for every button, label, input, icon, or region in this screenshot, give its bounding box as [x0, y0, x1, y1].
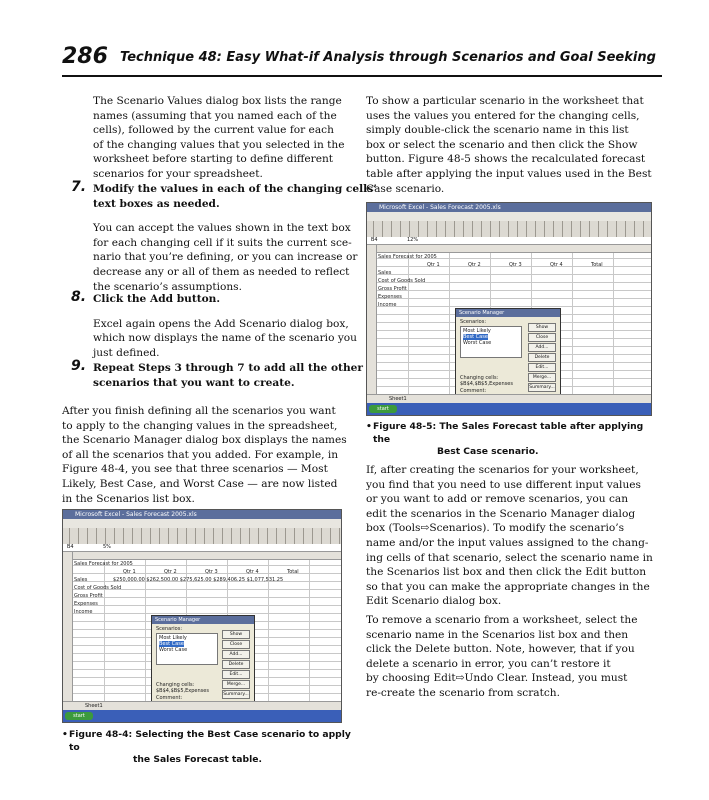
- text-line: Likely, Best Case, and Worst Case — are now listed: [62, 477, 338, 490]
- add-button[interactable]: Add...: [222, 650, 250, 659]
- show-button[interactable]: Show: [528, 323, 556, 332]
- figure-48-5-caption: • Figure 48-5: The Sales Forecast table after applying the Best Case scenario.: [366, 421, 644, 457]
- text-line: To show a particular scenario in the worksheet that: [366, 95, 644, 107]
- edit-button[interactable]: Edit...: [222, 670, 250, 679]
- sheet-tabs: Sheet1: [63, 701, 341, 710]
- text-line: Excel again opens the Add Scenario dialog box,: [93, 317, 349, 330]
- close-button[interactable]: Close: [222, 640, 250, 649]
- right-paragraph-3: [366, 613, 664, 701]
- text-line: button. Figure 48-5 shows the recalculated forecast: [366, 153, 646, 166]
- scenario-manager-dialog: Scenario Manager Scenarios: Most Likely Best Case Worst Case Show Close Add... Delete Edit... Merge... Summary... Changing cells: $B$4,$B$5,Expenses Comment:: [455, 308, 561, 402]
- show-button[interactable]: Show: [222, 630, 250, 639]
- toolbar: [63, 528, 341, 544]
- text-line: scenario name in the Scenarios list box and then: [366, 628, 629, 641]
- delete-button[interactable]: Delete: [222, 660, 250, 669]
- text-line: of the changing values that you selected in the: [93, 138, 345, 151]
- formula-bar: B4 5%: [63, 544, 341, 552]
- text-line: table after applying the input values used in the Best: [366, 167, 652, 180]
- sheet-title: Sales Forecast for 2005: [378, 254, 437, 260]
- scenario-manager-dialog: Scenario Manager Scenarios: Most Likely Best Case Worst Case Show Close Add... Delete Edit... Merge... Summary... Changing cells: $B$4,$B$5,Expenses Comment:: [151, 615, 255, 709]
- scenario-item[interactable]: Most Likely: [463, 328, 491, 334]
- window-titlebar: Microsoft Excel - Sales Forecast 2005.xls: [63, 510, 341, 519]
- scenario-item-selected[interactable]: Best Case: [159, 641, 184, 647]
- text-line: for each changing cell if it suits the current sce-: [93, 236, 352, 249]
- text-line: simply double-click the scenario name in this list: [366, 124, 629, 137]
- text-line: box (Tools⇨Scenarios). To modify the scenario’s: [366, 522, 625, 535]
- summary-button[interactable]: Summary...: [529, 385, 555, 390]
- text-line: the scenario’s assumptions.: [93, 280, 242, 293]
- add-button[interactable]: Add...: [528, 343, 556, 352]
- step-number: 8.: [71, 289, 87, 305]
- step-7: [71, 179, 378, 294]
- text-line: ing cells of that scenario, select the scenario name in: [366, 551, 653, 564]
- worksheet-grid: Sales Forecast for 2005 Qtr 1 Qtr 2 Qtr 3 Qtr 4 Total Sales Cost of Goods Sold Gross Profit Expenses Income Scenario Manager Scenarios: Most Likely Best Case Worst Case Show Close Add... Delete Edit... Merge... Summary... Changing cells: $B$4,$B$5,Expenses Comment:: [367, 245, 651, 395]
- text-line: uses the values you entered for the changing cells,: [366, 109, 640, 122]
- step-heading: text boxes as needed.: [93, 197, 220, 210]
- scenarios-listbox[interactable]: [460, 326, 522, 358]
- text-line: nario that you’re defining, or you can increase or: [93, 251, 358, 264]
- step-number: 9.: [71, 358, 87, 374]
- scenarios-listbox[interactable]: [156, 633, 218, 665]
- text-line: which now displays the name of the scenario you: [93, 332, 358, 345]
- menu-bar: [367, 212, 651, 221]
- text-line: box or select the scenario and then click the Show: [366, 138, 638, 151]
- chapter-title: Technique 48: Easy What-if Analysis through Scenarios and Goal Seeking: [120, 50, 656, 65]
- text-line: worksheet before starting to define different: [93, 153, 334, 166]
- step-heading: Modify the values in each of the changing cells’: [93, 183, 377, 195]
- step-9: [71, 358, 378, 390]
- figure-48-4-caption: • Figure 48-4: Selecting the Best Case scenario to apply to the Sales Forecast table.: [62, 729, 351, 765]
- scenario-item[interactable]: Worst Case: [463, 340, 492, 346]
- summary-button[interactable]: Summary...: [223, 692, 249, 697]
- text-line: The Scenario Values dialog box lists the range: [93, 95, 342, 107]
- taskbar: start: [367, 403, 651, 415]
- right-paragraph-2: [366, 463, 664, 609]
- text-line: the Scenario Manager dialog box displays the names: [62, 434, 347, 447]
- scenario-item[interactable]: Most Likely: [159, 635, 187, 641]
- text-line: cells), followed by the current value for each: [93, 124, 334, 137]
- taskbar: start: [63, 710, 341, 722]
- menu-bar: [63, 519, 341, 528]
- intro-paragraph: [93, 94, 373, 182]
- text-line: names (assuming that you named each of the: [93, 109, 337, 122]
- text-line: click the Delete button. Note, however, that if you: [366, 643, 635, 656]
- text-line: Edit Scenario dialog box.: [366, 595, 502, 608]
- step-8: [71, 289, 378, 360]
- text-line: the Scenarios list box and then click the Edit button: [366, 566, 647, 579]
- toolbar: [367, 221, 651, 237]
- text-line: decrease any or all of them as needed to reflect: [93, 265, 350, 278]
- text-line: of all the scenarios that you added. For example, in: [62, 448, 339, 461]
- running-header: [62, 44, 662, 70]
- window-titlebar: Microsoft Excel - Sales Forecast 2005.xls: [367, 203, 651, 212]
- text-line: or you want to add or remove scenarios, you can: [366, 493, 629, 506]
- text-line: If, after creating the scenarios for your worksheet,: [366, 464, 639, 476]
- header-rule: [62, 75, 662, 77]
- text-line: so that you can make the appropriate changes in the: [366, 580, 650, 593]
- text-line: You can accept the values shown in the text box: [93, 222, 351, 235]
- scenario-item[interactable]: Worst Case: [159, 647, 188, 653]
- merge-button[interactable]: Merge...: [222, 680, 250, 689]
- edit-button[interactable]: Edit...: [528, 363, 556, 372]
- worksheet-grid: Sales Forecast for 2005 Qtr 1 Qtr 2 Qtr 3 Qtr 4 Total Sales $250,000.00 $262,500.00 $275,625.00 $289,406.25 $1,077,531.25 Cost of Goods Sold Gross Profit Expenses Income Scenario Manager Scenarios: Most Likely Best Case Worst Case Show Close Add... Delete Edit... Merge... Summary... Changing cells: $B$4,$B$5,Expenses Comment:: [63, 552, 341, 702]
- text-line: just defined.: [93, 346, 160, 359]
- merge-button[interactable]: Merge...: [528, 373, 556, 382]
- formula-bar: B4 12%: [367, 237, 651, 245]
- step-number: 7.: [71, 179, 87, 195]
- text-line: Figure 48-4, you see that three scenarios — Most: [62, 463, 328, 476]
- scenario-item-selected[interactable]: Best Case: [463, 334, 488, 340]
- step-heading: scenarios that you want to create.: [93, 376, 295, 389]
- text-line: name and/or the input values assigned to the chang-: [366, 536, 649, 549]
- text-line: edit the scenarios in the Scenario Manager dialog: [366, 507, 636, 520]
- right-paragraph-1: [366, 94, 664, 196]
- sheet-tabs: Sheet1: [367, 394, 651, 403]
- text-line: scenarios for your spreadsheet.: [93, 167, 263, 180]
- text-line: in the Scenarios list box.: [62, 492, 195, 505]
- page-number: 286: [62, 44, 108, 69]
- text-line: After you finish defining all the scenarios you want: [62, 405, 336, 417]
- text-line: delete a scenario in error, you can’t restore it: [366, 657, 611, 670]
- sheet-title: Sales Forecast for 2005: [74, 561, 133, 567]
- text-line: re-create the scenario from scratch.: [366, 686, 560, 699]
- step-heading: Click the Add button.: [93, 293, 221, 305]
- text-line: Case scenario.: [366, 182, 445, 195]
- figure-48-4-screenshot: [62, 509, 342, 723]
- figure-48-5-screenshot: [366, 202, 652, 416]
- text-line: you find that you need to use different input values: [366, 478, 641, 491]
- text-line: by choosing Edit⇨Undo Clear. Instead, you must: [366, 672, 628, 685]
- delete-button[interactable]: Delete: [528, 353, 556, 362]
- close-button[interactable]: Close: [528, 333, 556, 342]
- after-paragraph: [62, 404, 374, 506]
- text-line: To remove a scenario from a worksheet, select the: [366, 614, 638, 626]
- text-line: to apply to the changing values in the spreadsheet,: [62, 419, 338, 432]
- step-heading: Repeat Steps 3 through 7 to add all the other: [93, 362, 363, 374]
